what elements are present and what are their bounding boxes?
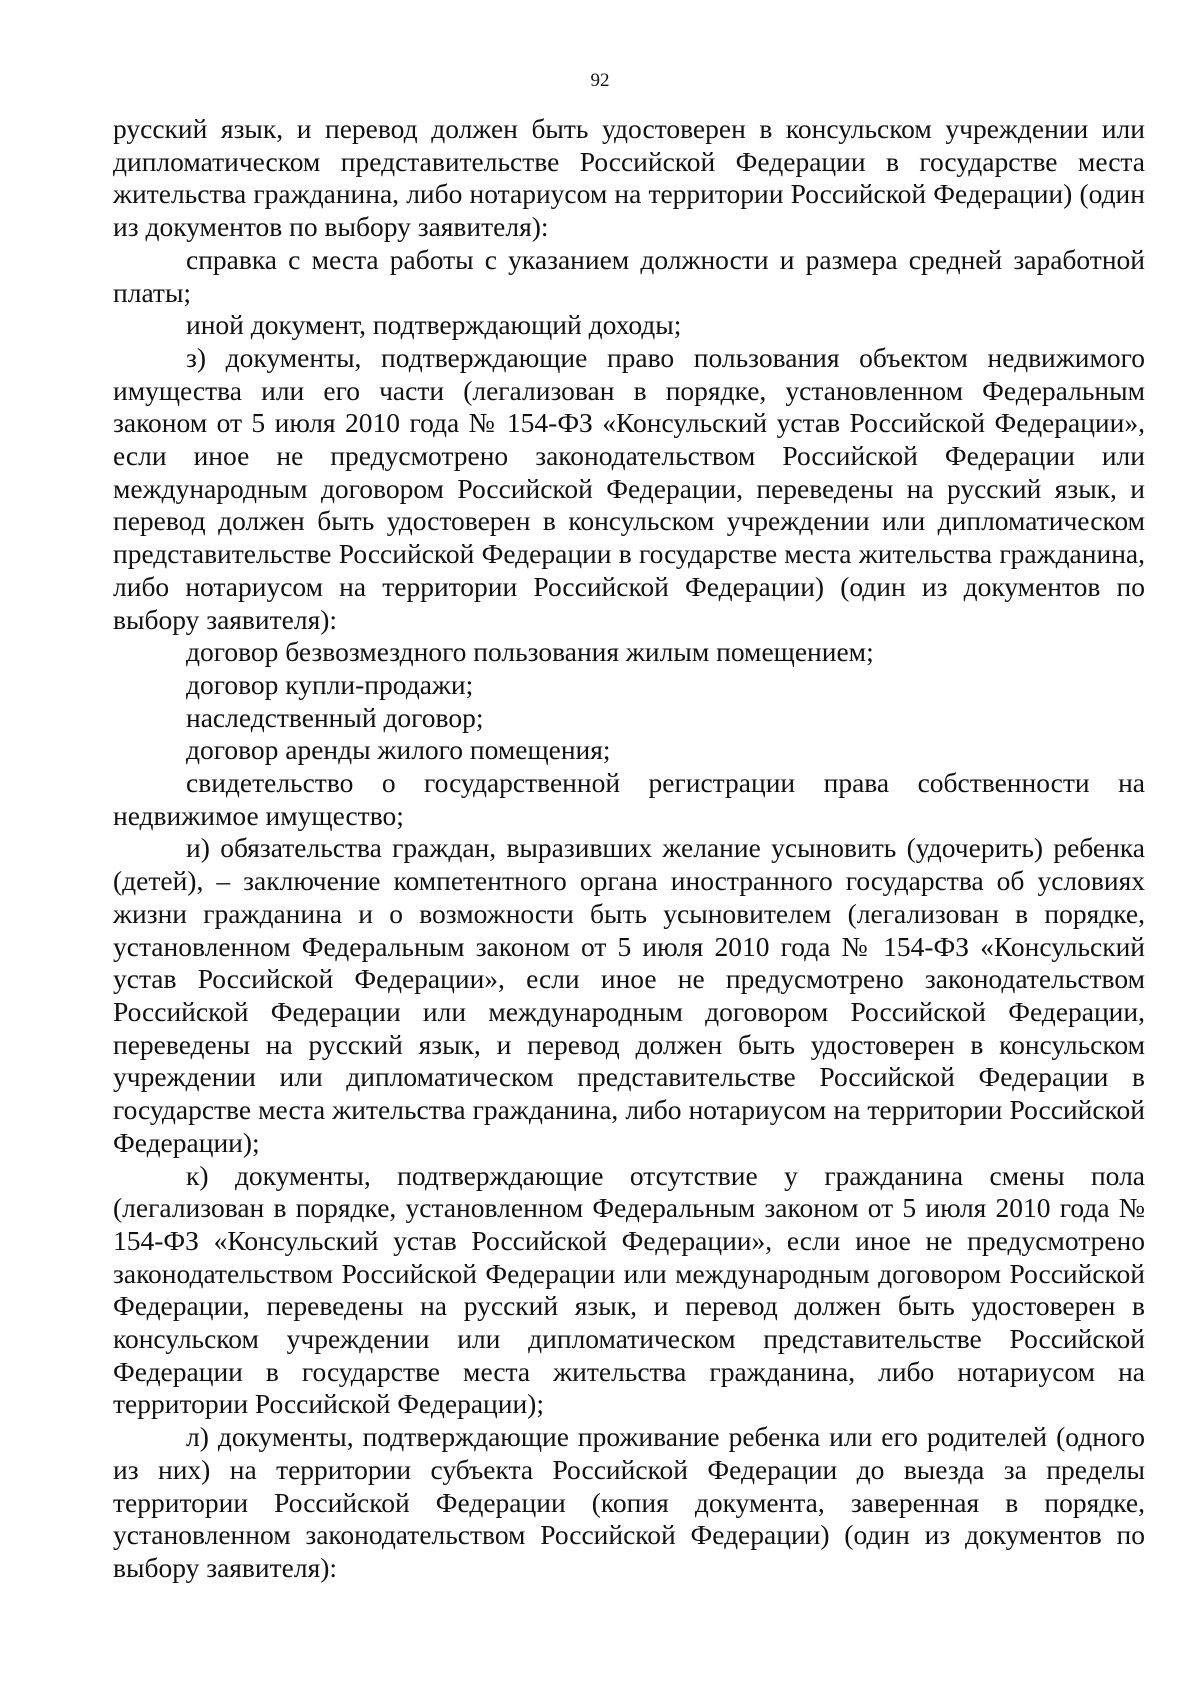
paragraph-continuation: русский язык, и перевод должен быть удостоверен в консульском учреждении или дипломатическом представительстве Российской Федерации в государстве места жительства гражданина, либо нотариусом на территории Российской Федерации) (один из документов по выбору заявителя):: [113, 113, 1145, 243]
list-item-other-income-document: иной документ, подтверждающий доходы;: [186, 309, 682, 341]
list-item-salary-certificate: справка с места работы с указанием должности и размера средней заработной платы;: [113, 243, 1145, 308]
list-item-inheritance-agreement: наследственный договор;: [186, 701, 484, 733]
list-item-ownership-certificate: свидетельство о государственной регистрации права собственности на недвижимое имущество;: [113, 767, 1145, 831]
clause-z-property-rights: з) документы, подтверждающие право пользования объектом недвижимого имущества или его части (легализован в порядке, установленном Федеральным законом от 5 июля 2010 года № 154-ФЗ «Консульский устав Российской Федерации», если иное не предусмотрено законодательством Российской Федерации или международным договором Российской Федерации, переведены на русский язык, и перевод должен быть удостоверен в консульском учреждении или дипломатическом представительстве Российской Федерации в государстве места жительства гражданина, либо нотариусом на территории Российской Федерации) (один из документов по выбору заявителя):: [113, 341, 1145, 635]
clause-i-adoption-obligations: и) обязательства граждан, выразивших желание усыновить (удочерить) ребенка (детей), – заключение компетентного органа иностранного государства об условиях жизни гражданина и о возможности быть усыновителем (легализован в порядке, установленном Федеральным законом от 5 июля 2010 года № 154-ФЗ «Консульский устав Российской Федерации», если иное не предусмотрено законодательством Российской Федерации или международным договором Российской Федерации, переведены на русский язык, и перевод должен быть удостоверен в консульском учреждении или дипломатическом представительстве Российской Федерации в государстве места жительства гражданина, либо нотариусом на территории Российской Федерации);: [113, 832, 1145, 1158]
clause-l-residence-documents: л) документы, подтверждающие проживание ребенка или его родителей (одного из них) на территории субъекта Российской Федерации до выезда за пределы территории Российской Федерации (копия документа, заверенная в порядке, установленном законодательством Российской Федерации) (один из документов по выбору заявителя):: [113, 1421, 1145, 1583]
list-item-lease-agreement: договор аренды жилого помещения;: [186, 734, 611, 766]
page-number: 92: [590, 70, 610, 91]
document-body: [113, 113, 1145, 1585]
list-item-purchase-agreement: договор купли-продажи;: [186, 668, 474, 700]
list-item-free-use-agreement: договор безвозмездного пользования жилым помещением;: [186, 636, 874, 668]
clause-k-no-gender-change: к) документы, подтверждающие отсутствие у гражданина смены пола (легализован в порядке, установленном Федеральным законом от 5 июля 2010 года № 154-ФЗ «Консульский устав Российской Федерации», если иное не предусмотрено законодательством Российской Федерации или международным договором Российской Федерации, переведены на русский язык, и перевод должен быть удостоверен в консульском учреждении или дипломатическом представительстве Российской Федерации в государстве места жительства гражданина, либо нотариусом на территории Российской Федерации);: [113, 1159, 1145, 1420]
